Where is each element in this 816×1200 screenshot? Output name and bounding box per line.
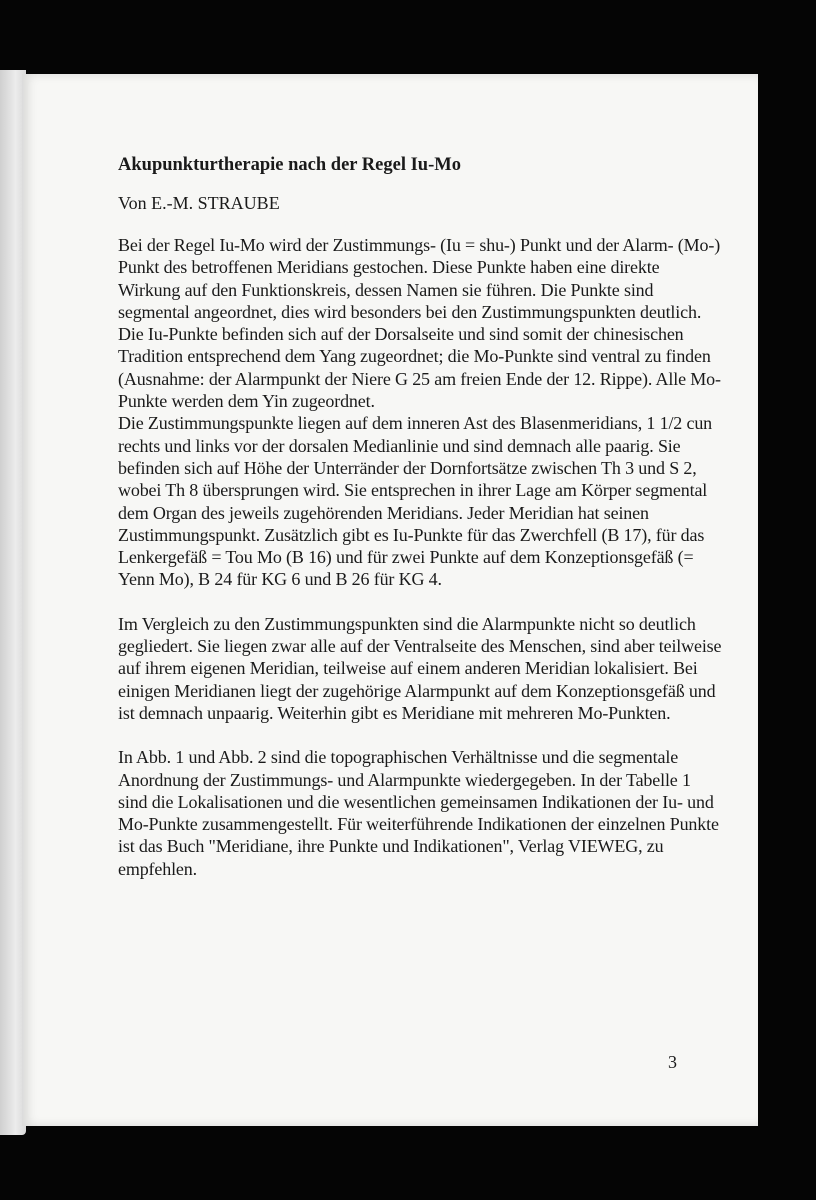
paragraph-3: Im Vergleich zu den Zustimmungspunkten sind die Alarmpunkte nicht so deutlich gegliedert. Sie liegen zwar alle auf der Ventralseite des Menschen, sind aber teilweise auf ihrem eigenen Meridian, teilweise auf einem anderen Meridian lokalisiert. Bei einigen Meridianen liegt der zugehörige Alarmpunkt auf dem Konzeptionsgefäß und ist demnach unpaarig. Weiterhin gibt es Meridiane mit mehreren Mo-Punkten. bbox=[118, 613, 722, 723]
page-number: 3 bbox=[668, 1052, 677, 1072]
article-title: Akupunkturtherapie nach der Regel Iu-Mo bbox=[118, 155, 461, 175]
page-content bbox=[118, 153, 722, 880]
book-page bbox=[22, 74, 758, 1126]
paragraph-2: Die Zustimmungspunkte liegen auf dem inneren Ast des Blasenmeridians, 1 1/2 cun rechts und links vor der dorsalen Medianlinie und sind demnach alle paarig. Sie befinden sich auf Höhe der Unterränder der Dornfortsätze zwischen Th 3 und S 2, wobei Th 8 übersprungen wird. Sie entsprechen in ihrer Lage am Körper segmental dem Organ des jeweils zugehörenden Meridians. Jeder Meridian hat seinen Zustimmungspunkt. Zusätzlich gibt es Iu-Punkte für das Zwerchfell (B 17), für das Lenkergefäß = Tou Mo (B 16) und für zwei Punkte auf dem Konzeptionsgefäß (= Yenn Mo), B 24 für KG 6 und B 26 für KG 4. bbox=[118, 413, 713, 590]
paragraph-4: In Abb. 1 und Abb. 2 sind die topographischen Verhältnisse und die segmentale Anordnung der Zustimmungs- und Alarmpunkte wiedergegeben. In der Tabelle 1 sind die Lokalisationen und die wesentlichen gemeinsamen Indikationen der Iu- und Mo-Punkte zusammengestellt. Für weiterführende Indikationen der einzelnen Punkte ist das Buch "Meridiane, ihre Punkte und Indikationen", Verlag VIEWEG, zu empfehlen. bbox=[118, 747, 719, 879]
paragraph-1: Bei der Regel Iu-Mo wird der Zustimmungs- (Iu = shu-) Punkt und der Alarm- (Mo-) Punkt des betroffenen Meridians gestochen. Diese Punkte haben eine direkte Wirkung auf den Funktionskreis, dessen Namen sie führen. Die Punkte sind segmental angeordnet, dies wird besonders bei den Zustimmungspunkten deutlich. Die Iu-Punkte befinden sich auf der Dorsalseite und sind somit der chinesischen Tradition entsprechend dem Yang zugeordnet; die Mo-Punkte sind ventral zu finden (Ausnahme: der Alarmpunkt der Niere G 25 am freien Ende der 12. Rippe). Alle Mo-Punkte werden dem Yin zugeordnet. bbox=[118, 235, 721, 412]
article-author: Von E.-M. STRAUBE bbox=[118, 193, 280, 213]
